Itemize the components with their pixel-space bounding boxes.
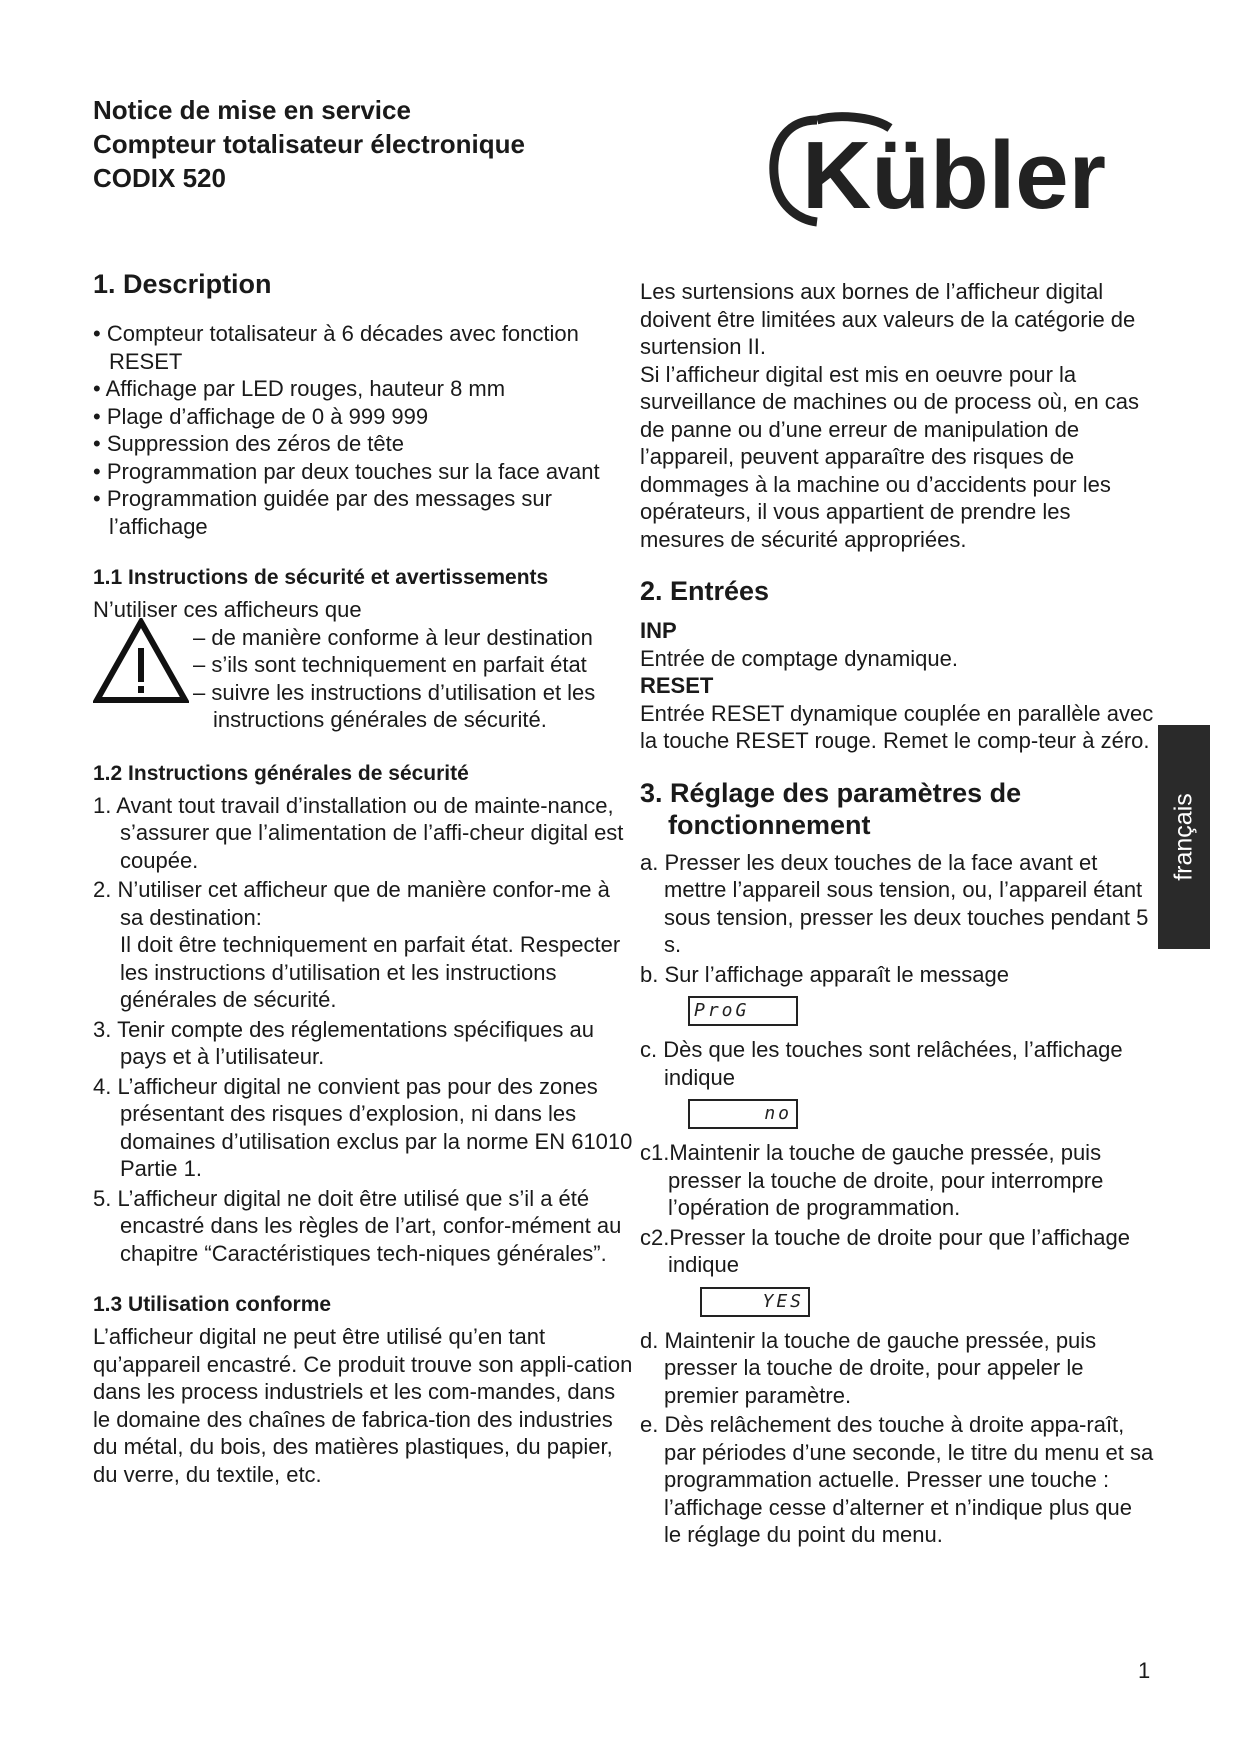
section-settings-heading: 3. Réglage des paramètres de fonctionnement bbox=[640, 777, 1022, 840]
step-c-text: c. Dès que les touches sont relâchées, l’affichage indique bbox=[640, 1037, 1123, 1090]
display-prog: ProG bbox=[688, 996, 798, 1026]
list-item: • Plage d’affichage de 0 à 999 999 bbox=[93, 403, 429, 429]
display-yes: YES bbox=[700, 1287, 810, 1317]
list-item-text: 1. Avant tout travail d’installation ou de mainte-nance, s’assurer que l’alimentation de l’affi-cheur digital est coupée. bbox=[93, 792, 624, 873]
step-b bbox=[640, 961, 1155, 1027]
list-item-text: 2. N’utiliser cet afficheur que de manière confor-me à sa destination: bbox=[93, 877, 610, 930]
page-number: 1 bbox=[1138, 1658, 1151, 1683]
list-item: • Compteur totalisateur à 6 décades avec fonction RESET bbox=[93, 321, 579, 374]
list-item: • Programmation par deux touches sur la face avant bbox=[93, 458, 600, 484]
step-c2 bbox=[640, 1224, 1155, 1317]
language-tab[interactable] bbox=[1158, 725, 1210, 949]
title-line-1: Notice de mise en service bbox=[93, 95, 411, 125]
left-column bbox=[93, 268, 633, 1488]
safety-warning-block bbox=[93, 596, 633, 734]
general-safety-list bbox=[93, 792, 633, 1268]
inp-text: Entrée de comptage dynamique. bbox=[640, 645, 958, 671]
safety-intro: N’utiliser ces afficheurs que bbox=[93, 597, 362, 622]
section-description-heading: 1. Description bbox=[93, 269, 272, 299]
step-c1: c1.Maintenir la touche de gauche pressée, puis presser la touche de droite, pour interrompre l’opération de programmation. bbox=[640, 1140, 1104, 1220]
list-item-text: 3. Tenir compte des réglementations spécifiques au pays et à l’utilisateur. bbox=[93, 1016, 594, 1069]
step-d: d. Maintenir la touche de gauche pressée, puis presser la touche de droite, pour appeler le premier paramètre. bbox=[640, 1327, 1097, 1408]
inp-label: INP bbox=[640, 618, 677, 643]
safety-measures-paragraph: Si l’afficheur digital est mis en oeuvre pour la surveillance de machines ou de process où, en cas de panne ou d’une erreur de manipulation de l’appareil, peuvent apparaître des risques de dommages à la machine ou d’accidents pour les opérateurs, il vous appartient de prendre les mesures de sécurité appropriées. bbox=[640, 361, 1139, 552]
list-item: – s’ils sont techniquement en parfait état bbox=[193, 652, 587, 677]
list-item bbox=[93, 1016, 633, 1071]
overvoltage-paragraph: Les surtensions aux bornes de l’afficheur digital doivent être limitées aux valeurs de la catégorie de surtension II. bbox=[640, 279, 1136, 359]
step-b-text: b. Sur l’affichage apparaît le message bbox=[640, 961, 1009, 987]
list-item bbox=[93, 1185, 633, 1268]
description-list bbox=[93, 320, 633, 540]
list-item: • Programmation guidée par des messages sur l’affichage bbox=[93, 486, 552, 539]
language-tab-label: français bbox=[1169, 793, 1198, 881]
list-item: • Affichage par LED rouges, hauteur 8 mm bbox=[93, 376, 506, 401]
title-line-2: Compteur totalisateur électronique bbox=[93, 129, 525, 159]
settings-steps-list bbox=[640, 849, 1155, 1549]
section-inputs-heading: 2. Entrées bbox=[640, 576, 770, 606]
list-item bbox=[93, 792, 633, 875]
kubler-logo bbox=[762, 108, 1162, 228]
list-item-extra: Il doit être techniquement en parfait état. Respecter les instructions d’utilisation et les instructions générales de sécurité. bbox=[120, 932, 621, 1012]
logo-wordmark: Kübler bbox=[802, 122, 1107, 228]
list-item: • Suppression des zéros de tête bbox=[93, 431, 404, 456]
list-item: – de manière conforme à leur destination bbox=[193, 624, 593, 650]
reset-text: Entrée RESET dynamique couplée en parallèle avec la touche RESET rouge. Remet le comp-teur à zéro. bbox=[640, 700, 1154, 753]
step-c2-text: c2.Presser la touche de droite pour que l’affichage indique bbox=[640, 1224, 1131, 1277]
list-item bbox=[93, 876, 633, 1014]
document-title-block bbox=[93, 93, 525, 195]
list-item bbox=[93, 1073, 633, 1183]
usage-heading: 1.3 Utilisation conforme bbox=[93, 1293, 332, 1316]
usage-text: L’afficheur digital ne peut être utilisé qu’en tant qu’appareil encastré. Ce produit trouve son appli-cation dans les process industriels et les com-mandes, dans le domaine des chaînes de fabrica-tion des industries du métal, du bois, des matières plastiques, du papier, du verre, du textile, etc. bbox=[93, 1324, 633, 1487]
list-item-text: 4. L’afficheur digital ne convient pas pour des zones présentant des risques d’explosion, ni dans les domaines d’utilisation exclus par la norme EN 61010 Partie 1. bbox=[93, 1073, 633, 1181]
title-line-3: CODIX 520 bbox=[93, 163, 226, 193]
step-c bbox=[640, 1036, 1155, 1129]
list-item-text: 5. L’afficheur digital ne doit être utilisé que s’il a été encastré dans les règles de l’art, confor-mément au chapitre “Caractéristiques tech-niques générales”. bbox=[93, 1185, 622, 1266]
step-e: e. Dès relâchement des touche à droite appa-raît, par périodes d’une seconde, le titre du menu et sa programmation actuelle. Presser une touche : l’affichage cesse d’alterner et n’indique plus que le réglage du point du menu. bbox=[640, 1412, 1154, 1547]
display-no: no bbox=[688, 1099, 798, 1129]
right-column bbox=[640, 278, 1155, 1551]
safety-heading: 1.1 Instructions de sécurité et avertissements bbox=[93, 566, 549, 589]
reset-label: RESET bbox=[640, 673, 714, 698]
warning-triangle-icon bbox=[93, 618, 189, 704]
general-safety-heading: 1.2 Instructions générales de sécurité bbox=[93, 761, 469, 785]
step-a: a. Presser les deux touches de la face avant et mettre l’appareil sous tension, ou, l’appareil étant sous tension, presser les deux touches pendant 5 s. bbox=[640, 849, 1149, 957]
list-item: – suivre les instructions d’utilisation et les instructions générales de sécurité. bbox=[193, 679, 596, 732]
